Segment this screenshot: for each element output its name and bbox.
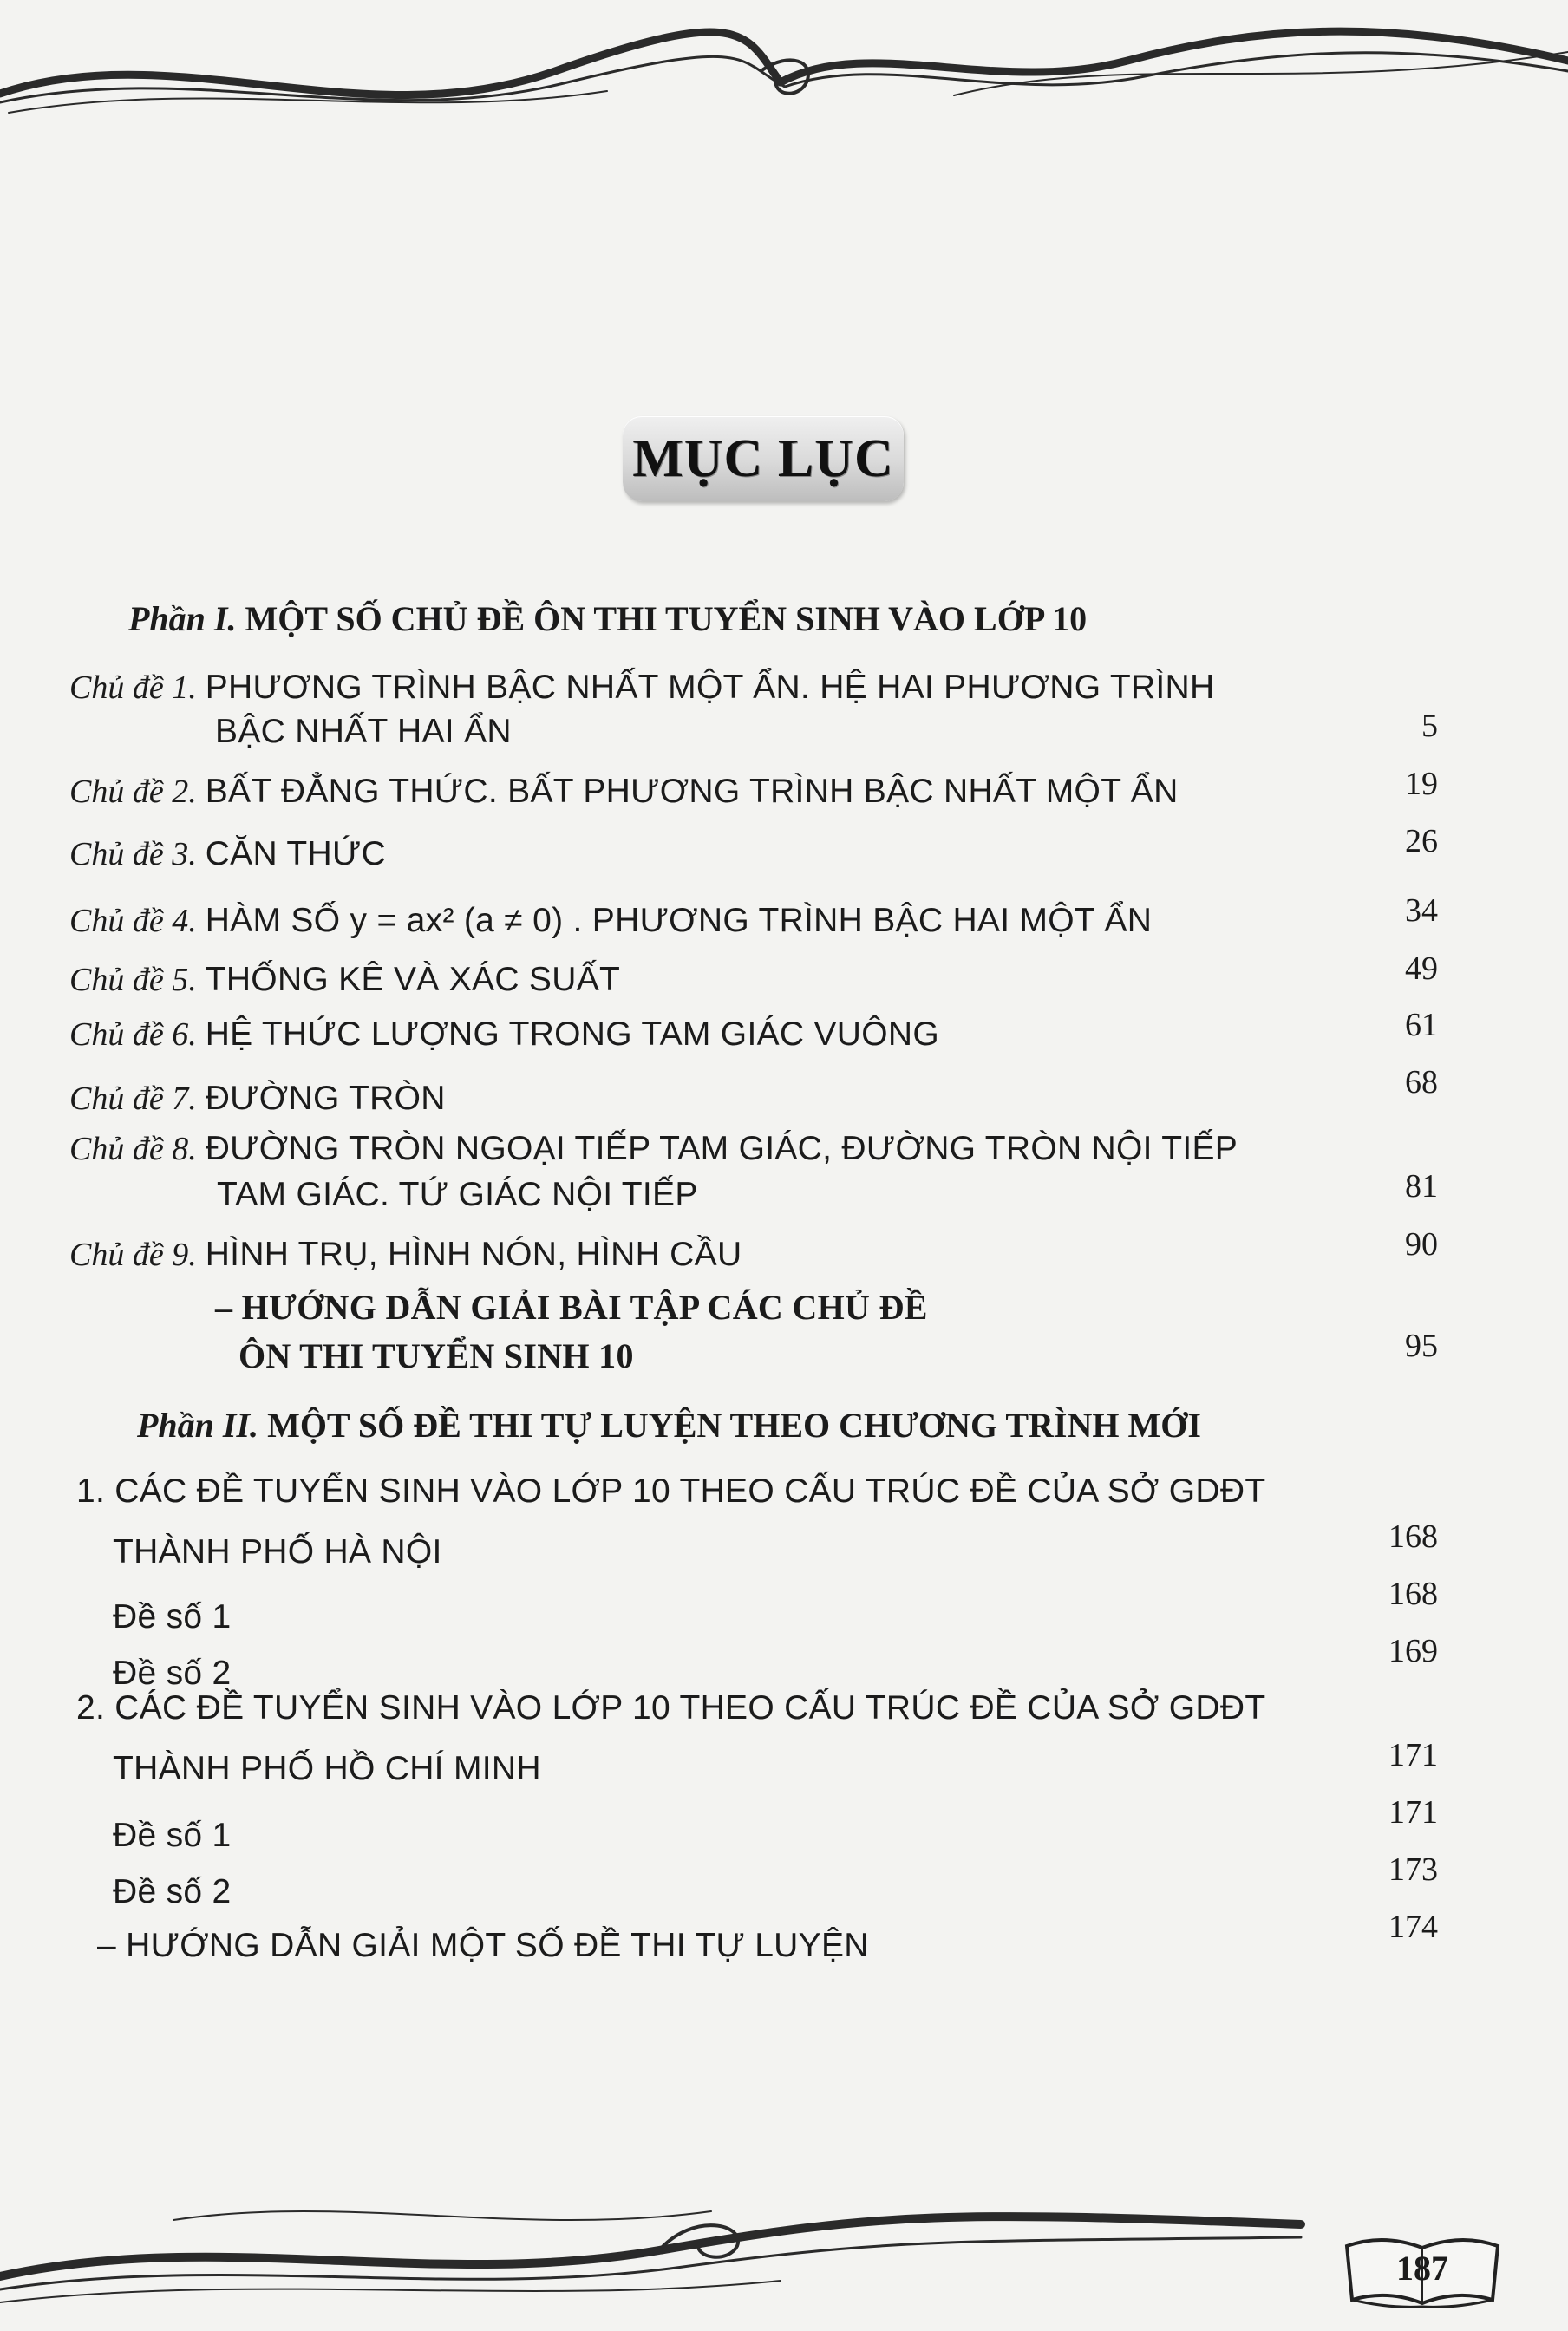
guide-1-line2: ÔN THI TUYỂN SINH 10 (238, 1336, 634, 1375)
section-2-item-2-page: 173 (1388, 1851, 1438, 1888)
section-2-item-1-page: 171 (1388, 1794, 1438, 1831)
section-2-item-2[interactable]: Đề số 2 (113, 1873, 232, 1910)
topic-6-title: HỆ THỨC LƯỢNG TRONG TAM GIÁC VUÔNG (205, 1015, 939, 1053)
section-1-line2: THÀNH PHỐ HÀ NỘI (113, 1533, 442, 1570)
topic-8-title: ĐƯỜNG TRÒN NGOẠI TIẾP TAM GIÁC, ĐƯỜNG TRÒN NỘI TIẾP (205, 1130, 1238, 1167)
part-1-label: Phần I. (128, 599, 237, 638)
part-1-heading (128, 598, 1087, 639)
bottom-ornament (0, 2159, 1568, 2331)
topic-9-label: Chủ đề 9. (69, 1237, 197, 1273)
topic-2-label: Chủ đề 2. (69, 774, 197, 810)
section-1-item-1-page: 168 (1388, 1576, 1438, 1612)
topic-2-page: 19 (1405, 766, 1438, 802)
section-2-item-1[interactable]: Đề số 1 (113, 1817, 232, 1854)
topic-5-page: 49 (1405, 950, 1438, 987)
toc-entry-topic-5[interactable] (69, 958, 620, 999)
topic-7-label: Chủ đề 7. (69, 1081, 197, 1117)
toc-entry-topic-6[interactable] (69, 1013, 939, 1054)
page-number: 187 (1396, 2249, 1448, 2288)
section-1-item-1[interactable]: Đề số 1 (113, 1598, 232, 1636)
topic-1-page: 5 (1421, 708, 1438, 744)
topic-9-page: 90 (1405, 1226, 1438, 1263)
toc-entry-topic-9[interactable] (69, 1233, 742, 1274)
title-banner (623, 416, 904, 501)
toc-entry-guide-1[interactable]: – HƯỚNG DẪN GIẢI BÀI TẬP CÁC CHỦ ĐỀ (215, 1288, 928, 1327)
topic-3-page: 26 (1405, 823, 1438, 859)
topic-1-title-line2: BẬC NHẤT HAI ẨN (215, 713, 512, 750)
topic-5-title: THỐNG KÊ VÀ XÁC SUẤT (205, 961, 621, 998)
toc-entry-topic-2[interactable] (69, 770, 1179, 811)
page-title: MỤC LỤC (632, 428, 894, 488)
section-1-item-2-page: 169 (1388, 1633, 1438, 1669)
topic-7-page: 68 (1405, 1064, 1438, 1100)
guide-1-page: 95 (1405, 1328, 1438, 1364)
toc-entry-topic-1[interactable] (69, 666, 1214, 707)
topic-6-label: Chủ đề 6. (69, 1016, 197, 1053)
topic-6-page: 61 (1405, 1007, 1438, 1043)
section-1-item-2[interactable]: Đề số 2 (113, 1655, 232, 1692)
top-ornament (0, 0, 1568, 130)
topic-1-label: Chủ đề 1. (69, 669, 197, 706)
topic-4-label: Chủ đề 4. (69, 903, 197, 939)
topic-8-label: Chủ đề 8. (69, 1131, 197, 1167)
guide-2-page: 174 (1388, 1909, 1438, 1945)
topic-7-title: ĐƯỜNG TRÒN (205, 1080, 446, 1117)
toc-entry-section-2[interactable]: 2. CÁC ĐỀ TUYỂN SINH VÀO LỚP 10 THEO CẤU TRÚC ĐỀ CỦA SỞ GDĐT (76, 1689, 1266, 1727)
topic-3-title: CĂN THỨC (205, 835, 387, 872)
toc-entry-section-1[interactable]: 1. CÁC ĐỀ TUYỂN SINH VÀO LỚP 10 THEO CẤU TRÚC ĐỀ CỦA SỞ GDĐT (76, 1472, 1266, 1510)
section-2-line2: THÀNH PHỐ HỒ CHÍ MINH (113, 1750, 541, 1787)
topic-1-title: PHƯƠNG TRÌNH BẬC NHẤT MỘT ẨN. HỆ HAI PHƯƠNG TRÌNH (205, 669, 1215, 706)
section-1-page: 168 (1388, 1518, 1438, 1555)
toc-entry-topic-3[interactable] (69, 832, 386, 873)
topic-9-title: HÌNH TRỤ, HÌNH NÓN, HÌNH CẦU (205, 1236, 742, 1273)
part-1-text: MỘT SỐ CHỦ ĐỀ ÔN THI TUYỂN SINH VÀO LỚP 10 (245, 599, 1088, 638)
topic-4-title: HÀM SỐ y = ax² (a ≠ 0) . PHƯƠNG TRÌNH BẬC HAI MỘT ẨN (205, 902, 1153, 939)
page-number-badge (1340, 2229, 1505, 2312)
topic-8-title-line2: TAM GIÁC. TỨ GIÁC NỘI TIẾP (217, 1176, 698, 1213)
topic-3-label: Chủ đề 3. (69, 836, 197, 872)
toc-entry-topic-8[interactable] (69, 1127, 1238, 1168)
topic-2-title: BẤT ĐẲNG THỨC. BẤT PHƯƠNG TRÌNH BẬC NHẤT MỘT ẨN (205, 773, 1179, 810)
part-2-heading (137, 1405, 1201, 1446)
part-2-text: MỘT SỐ ĐỀ THI TỰ LUYỆN THEO CHƯƠNG TRÌNH MỚI (267, 1406, 1201, 1445)
topic-4-page: 34 (1405, 892, 1438, 929)
topic-8-page: 81 (1405, 1168, 1438, 1205)
topic-5-label: Chủ đề 5. (69, 962, 197, 998)
toc-entry-topic-4[interactable] (69, 899, 1152, 940)
section-2-page: 171 (1388, 1737, 1438, 1773)
part-2-label: Phần II. (137, 1406, 259, 1445)
toc-entry-topic-7[interactable] (69, 1077, 446, 1118)
toc-entry-guide-2[interactable]: – HƯỚNG DẪN GIẢI MỘT SỐ ĐỀ THI TỰ LUYỆN (97, 1927, 869, 1964)
